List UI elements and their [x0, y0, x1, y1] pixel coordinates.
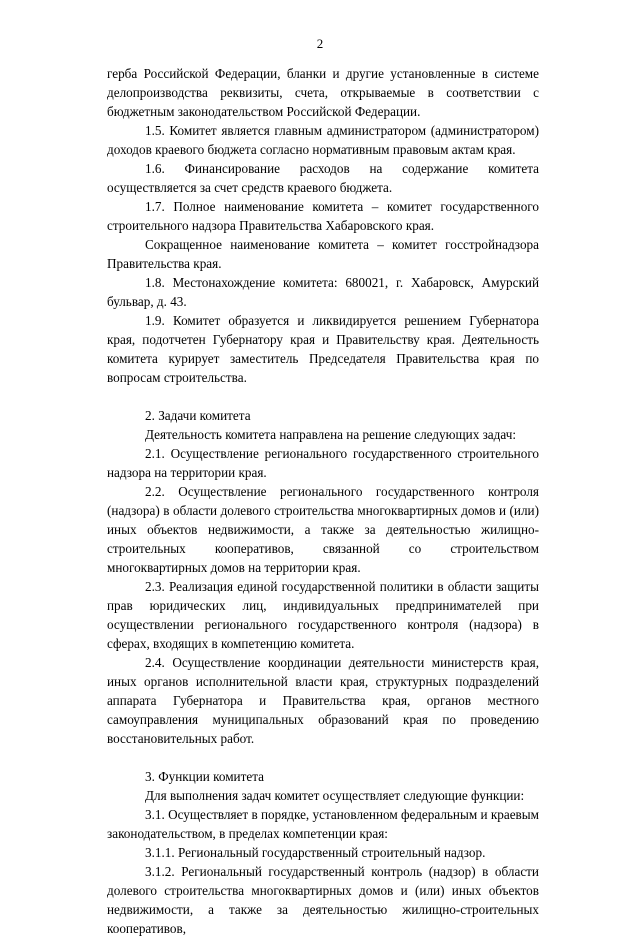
paragraph: 2.4. Осуществление координации деятельности министерств края, иных органов исполнительной власти края, структурных подразделений аппарата Губернатора и Правительства края, органов местного самоуправления муниципальных образований края по проведению восстановительных работ.: [107, 655, 539, 746]
paragraph: Сокращенное наименование комитета – комитет госстройнадзора Правительства края.: [107, 237, 539, 271]
paragraph: 3.1.2. Региональный государственный контроль (надзор) в области долевого строительства многоквартирных домов и (или) иных объектов недвижимости, а также за деятельностью жилищно-строительных кооперативов,: [107, 864, 539, 936]
section-heading: 3. Функции комитета: [145, 769, 265, 784]
paragraph: 1.7. Полное наименование комитета – комитет государственного строительного надзора Правительства Хабаровского края.: [107, 199, 539, 233]
paragraph: 2.3. Реализация единой государственной политики в области защиты прав юридических лиц, индивидуальных предпринимателей при осуществлении регионального государственного контроля (надзора) в сферах, входящих в компетенцию комитета.: [107, 579, 539, 651]
paragraph: 3.1. Осуществляет в порядке, установленном федеральным и краевым законодательством, в пределах компетенции края:: [107, 807, 539, 841]
paragraph: 2.1. Осуществление регионального государственного строительного надзора на территории края.: [107, 446, 539, 480]
paragraph: 1.5. Комитет является главным администратором (администратором) доходов краевого бюджета согласно нормативным правовым актам края.: [107, 123, 539, 157]
paragraph: 2.2. Осуществление регионального государственного контроля (надзора) в области долевого строительства многоквартирных домов и (или) иных объектов недвижимости, а также за деятельностью жилищно-строительных кооперативов, связанной со строительством многоквартирных домов на территории края.: [107, 484, 539, 575]
paragraph: герба Российской Федерации, бланки и другие установленные в системе делопроизводства реквизиты, счета, открываемые в соответствии с бюджетным законодательством Российской Федерации.: [107, 66, 539, 119]
paragraph: 3.1.1. Региональный государственный строительный надзор.: [145, 845, 486, 860]
page-number: 2: [316, 36, 324, 51]
paragraph: Для выполнения задач комитет осуществляет следующие функции:: [145, 788, 525, 803]
paragraph: 1.9. Комитет образуется и ликвидируется решением Губернатора края, подотчетен Губернатору края и Правительству края. Деятельность комитета курирует заместитель Председателя Правительства края по вопросам строительства.: [107, 313, 539, 385]
paragraph: 1.6. Финансирование расходов на содержание комитета осуществляется за счет средств краевого бюджета.: [107, 161, 539, 195]
spacer: [107, 748, 539, 767]
spacer: [107, 387, 539, 406]
document-body: [107, 64, 539, 938]
paragraph: Деятельность комитета направлена на решение следующих задач:: [145, 427, 516, 442]
section-heading: 2. Задачи комитета: [145, 408, 251, 423]
paragraph: 1.8. Местонахождение комитета: 680021, г. Хабаровск, Амурский бульвар, д. 43.: [107, 275, 539, 309]
